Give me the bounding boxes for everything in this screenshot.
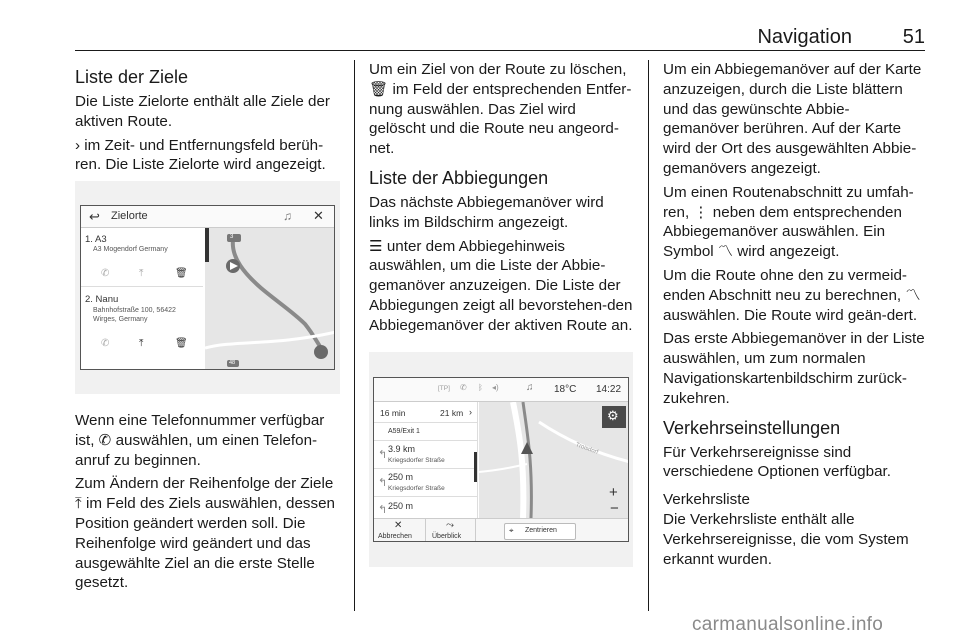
column-1-lower: [75, 411, 340, 597]
paragraph: Die Verkehrsliste enthält alle Verkehrsereignisse, die vom System erkannt wurden.: [663, 510, 909, 568]
screen-title: Zielorte: [111, 210, 148, 222]
turn-arrow-icon: ↰: [378, 477, 388, 489]
list-divider: [374, 440, 478, 441]
paragraph: ☰ unter dem Abbiegehinweis auswählen, um die Liste der Abbie-gemanöver anzuzeigen. Die Liste der Abbiegungen zeigt all bevorstehen-den Abbiegemanöver der aktiven Route an.: [369, 237, 633, 334]
phone-status-icon: ✆: [460, 383, 467, 392]
turn-street: Kriegsdorfer Straße: [388, 457, 445, 464]
subsection-heading: Verkehrsliste: [663, 491, 750, 509]
more-options-icon: ⋮: [693, 203, 709, 221]
page-number: 51: [902, 26, 925, 48]
center-button[interactable]: [504, 523, 576, 540]
list-divider: [374, 496, 478, 497]
paragraph: Das erste Abbiegemanöver in der Liste auswählen, um zum normalen Navigationskartenbildschirm zurück-zukehren.: [663, 330, 925, 407]
turn-arrow-icon: ↰: [378, 504, 388, 516]
paragraph: Die Liste Zielorte enthält alle Ziele der aktiven Route.: [75, 93, 330, 130]
section-heading: Verkehrseinstellungen: [663, 417, 841, 438]
phone-icon[interactable]: ✆: [101, 268, 110, 279]
move-to-top-icon[interactable]: ⤒: [139, 268, 144, 279]
turn-list-panel: [374, 402, 478, 518]
watermark: carmanualsonline.info: [692, 614, 884, 635]
zoom-out-icon[interactable]: −: [610, 500, 619, 517]
phone-icon[interactable]: ✆: [101, 338, 110, 349]
route-overview-icon: ⤳: [446, 520, 454, 531]
list-divider: [374, 422, 478, 423]
remaining-distance[interactable]: 21 km: [440, 408, 464, 418]
bluetooth-icon: ᛒ: [478, 383, 483, 392]
scrollbar[interactable]: [474, 452, 477, 482]
turn-arrow-icon: ↰: [378, 449, 388, 461]
trash-icon: 🗑: [369, 80, 389, 98]
move-to-top-icon[interactable]: ⤒: [139, 338, 144, 349]
center-label: Zentrieren: [525, 527, 557, 534]
paragraph: › im Zeit- und Entfernungsfeld berüh-ren. Die Liste Zielorte wird angezeigt.: [75, 136, 326, 174]
column-3: [663, 60, 925, 573]
section-heading: Liste der Abbiegungen: [369, 167, 549, 188]
turn-distance[interactable]: 3.9 km: [388, 444, 416, 454]
move-to-top-icon: ⤒: [75, 495, 82, 513]
figure-turn-list: [369, 352, 633, 567]
header-rule: [75, 50, 925, 51]
speaker-icon: ◂): [492, 383, 499, 392]
road-badge: 3: [230, 234, 234, 240]
column-2: [369, 60, 633, 340]
destination-name[interactable]: 2. Nanu: [85, 294, 119, 305]
trash-icon[interactable]: 🗑: [175, 338, 188, 349]
paragraph: Wenn eine Telefonnummer verfügbar ist, ✆ auswählen, um einen Telefon-anruf zu beginnen.: [75, 412, 325, 469]
column-divider: [648, 60, 649, 611]
turn-street: Kriegsdorfer Straße: [388, 485, 445, 492]
route-map: [205, 228, 335, 370]
screen-destination-list: [80, 205, 335, 370]
section-heading: Liste der Ziele: [75, 67, 189, 87]
destination-address: A3 Mogendorf Germany: [93, 246, 168, 253]
figure-destination-list: [75, 181, 340, 394]
chevron-right-icon: ›: [75, 136, 81, 154]
status-bar: [374, 378, 629, 402]
bottom-bar: [374, 518, 629, 542]
phone-icon: ✆: [98, 431, 112, 449]
music-icon[interactable]: ♫: [283, 209, 292, 223]
paragraph: Um die Route ohne den zu vermeid-enden Abschnitt neu zu berechnen, 〽 auswählen. Die Route wird geän-dert.: [663, 266, 921, 324]
road-badge: 48: [229, 360, 236, 366]
title-bar: [81, 206, 335, 228]
column-1: [75, 60, 340, 179]
music-icon[interactable]: ♫: [526, 382, 534, 393]
back-icon[interactable]: ↩: [89, 209, 100, 224]
list-divider: [81, 286, 203, 287]
paragraph: Zum Ändern der Reihenfolge der Ziele ⤒ im Feld des Ziels auswählen, dessen Position geändert werden soll. Die Reihenfolge wird geändert und das ausgewählte Ziel an die erste Stelle gesetzt.: [75, 475, 335, 592]
column-divider: [354, 60, 355, 611]
close-icon: ✕: [394, 520, 403, 531]
turn-distance[interactable]: 250 m: [388, 501, 414, 511]
close-icon[interactable]: ✕: [313, 208, 324, 223]
list-icon: ☰: [369, 237, 383, 255]
map-view[interactable]: [479, 402, 629, 518]
trash-icon[interactable]: 🗑: [175, 268, 188, 279]
cancel-label: Abbrechen: [378, 533, 412, 540]
paragraph: Um ein Ziel von der Route zu löschen, 🗑 im Feld der entsprechenden Entfer-nung auswählen. Das Ziel wird gelöscht und die Route neu angeord-net.: [369, 61, 632, 158]
remaining-time[interactable]: 16 min: [380, 408, 406, 418]
paragraph: Das nächste Abbiegemanöver wird links im Bildschirm angezeigt.: [369, 193, 604, 231]
overview-label: Überblick: [432, 533, 462, 540]
paragraph: Um einen Routenabschnitt zu umfah-ren, ⋮ neben dem entsprechenden Abbiegemanöver auswählen. Ein Symbol 〽 wird angezeigt.: [663, 183, 914, 261]
temperature: 18°C: [554, 384, 577, 395]
traffic-program-indicator: [TP]: [438, 385, 450, 392]
settings-icon[interactable]: ⚙: [607, 408, 619, 423]
map-label: Troisdorf: [574, 442, 599, 456]
zoom-in-icon[interactable]: +: [609, 484, 618, 501]
screen-turn-list: [373, 377, 629, 542]
paragraph: Um ein Abbiegemanöver auf der Karte anzuzeigen, durch die Liste blättern und das gewünschte Abbie-gemanöver berühren. Auf der Karte wird der Ort des ausgewählten Abbie-gemanövers angezeigt.: [663, 61, 922, 177]
cancel-button[interactable]: [374, 519, 426, 542]
page-section-title: Navigation: [757, 26, 852, 48]
map-view[interactable]: [205, 228, 335, 370]
turn-label[interactable]: A59/Exit 1: [388, 428, 420, 435]
turn-distance[interactable]: 250 m: [388, 472, 414, 482]
avoid-route-icon: 〽: [905, 286, 921, 304]
overview-button[interactable]: [426, 519, 476, 542]
destination-list: [81, 228, 203, 370]
paragraph: Für Verkehrsereignisse sind verschiedene Optionen verfügbar.: [663, 443, 891, 481]
destination-address: Wirges, Germany: [93, 316, 148, 323]
destination-address: Bahnhofstraße 100, 56422: [93, 307, 176, 314]
crosshair-icon: ⌖: [509, 526, 514, 535]
clock: 14:22: [596, 384, 622, 395]
destination-name[interactable]: 1. A3: [85, 234, 107, 245]
chevron-right-icon[interactable]: ›: [469, 407, 472, 417]
avoid-route-icon: 〽: [717, 243, 734, 261]
list-divider: [374, 468, 478, 469]
